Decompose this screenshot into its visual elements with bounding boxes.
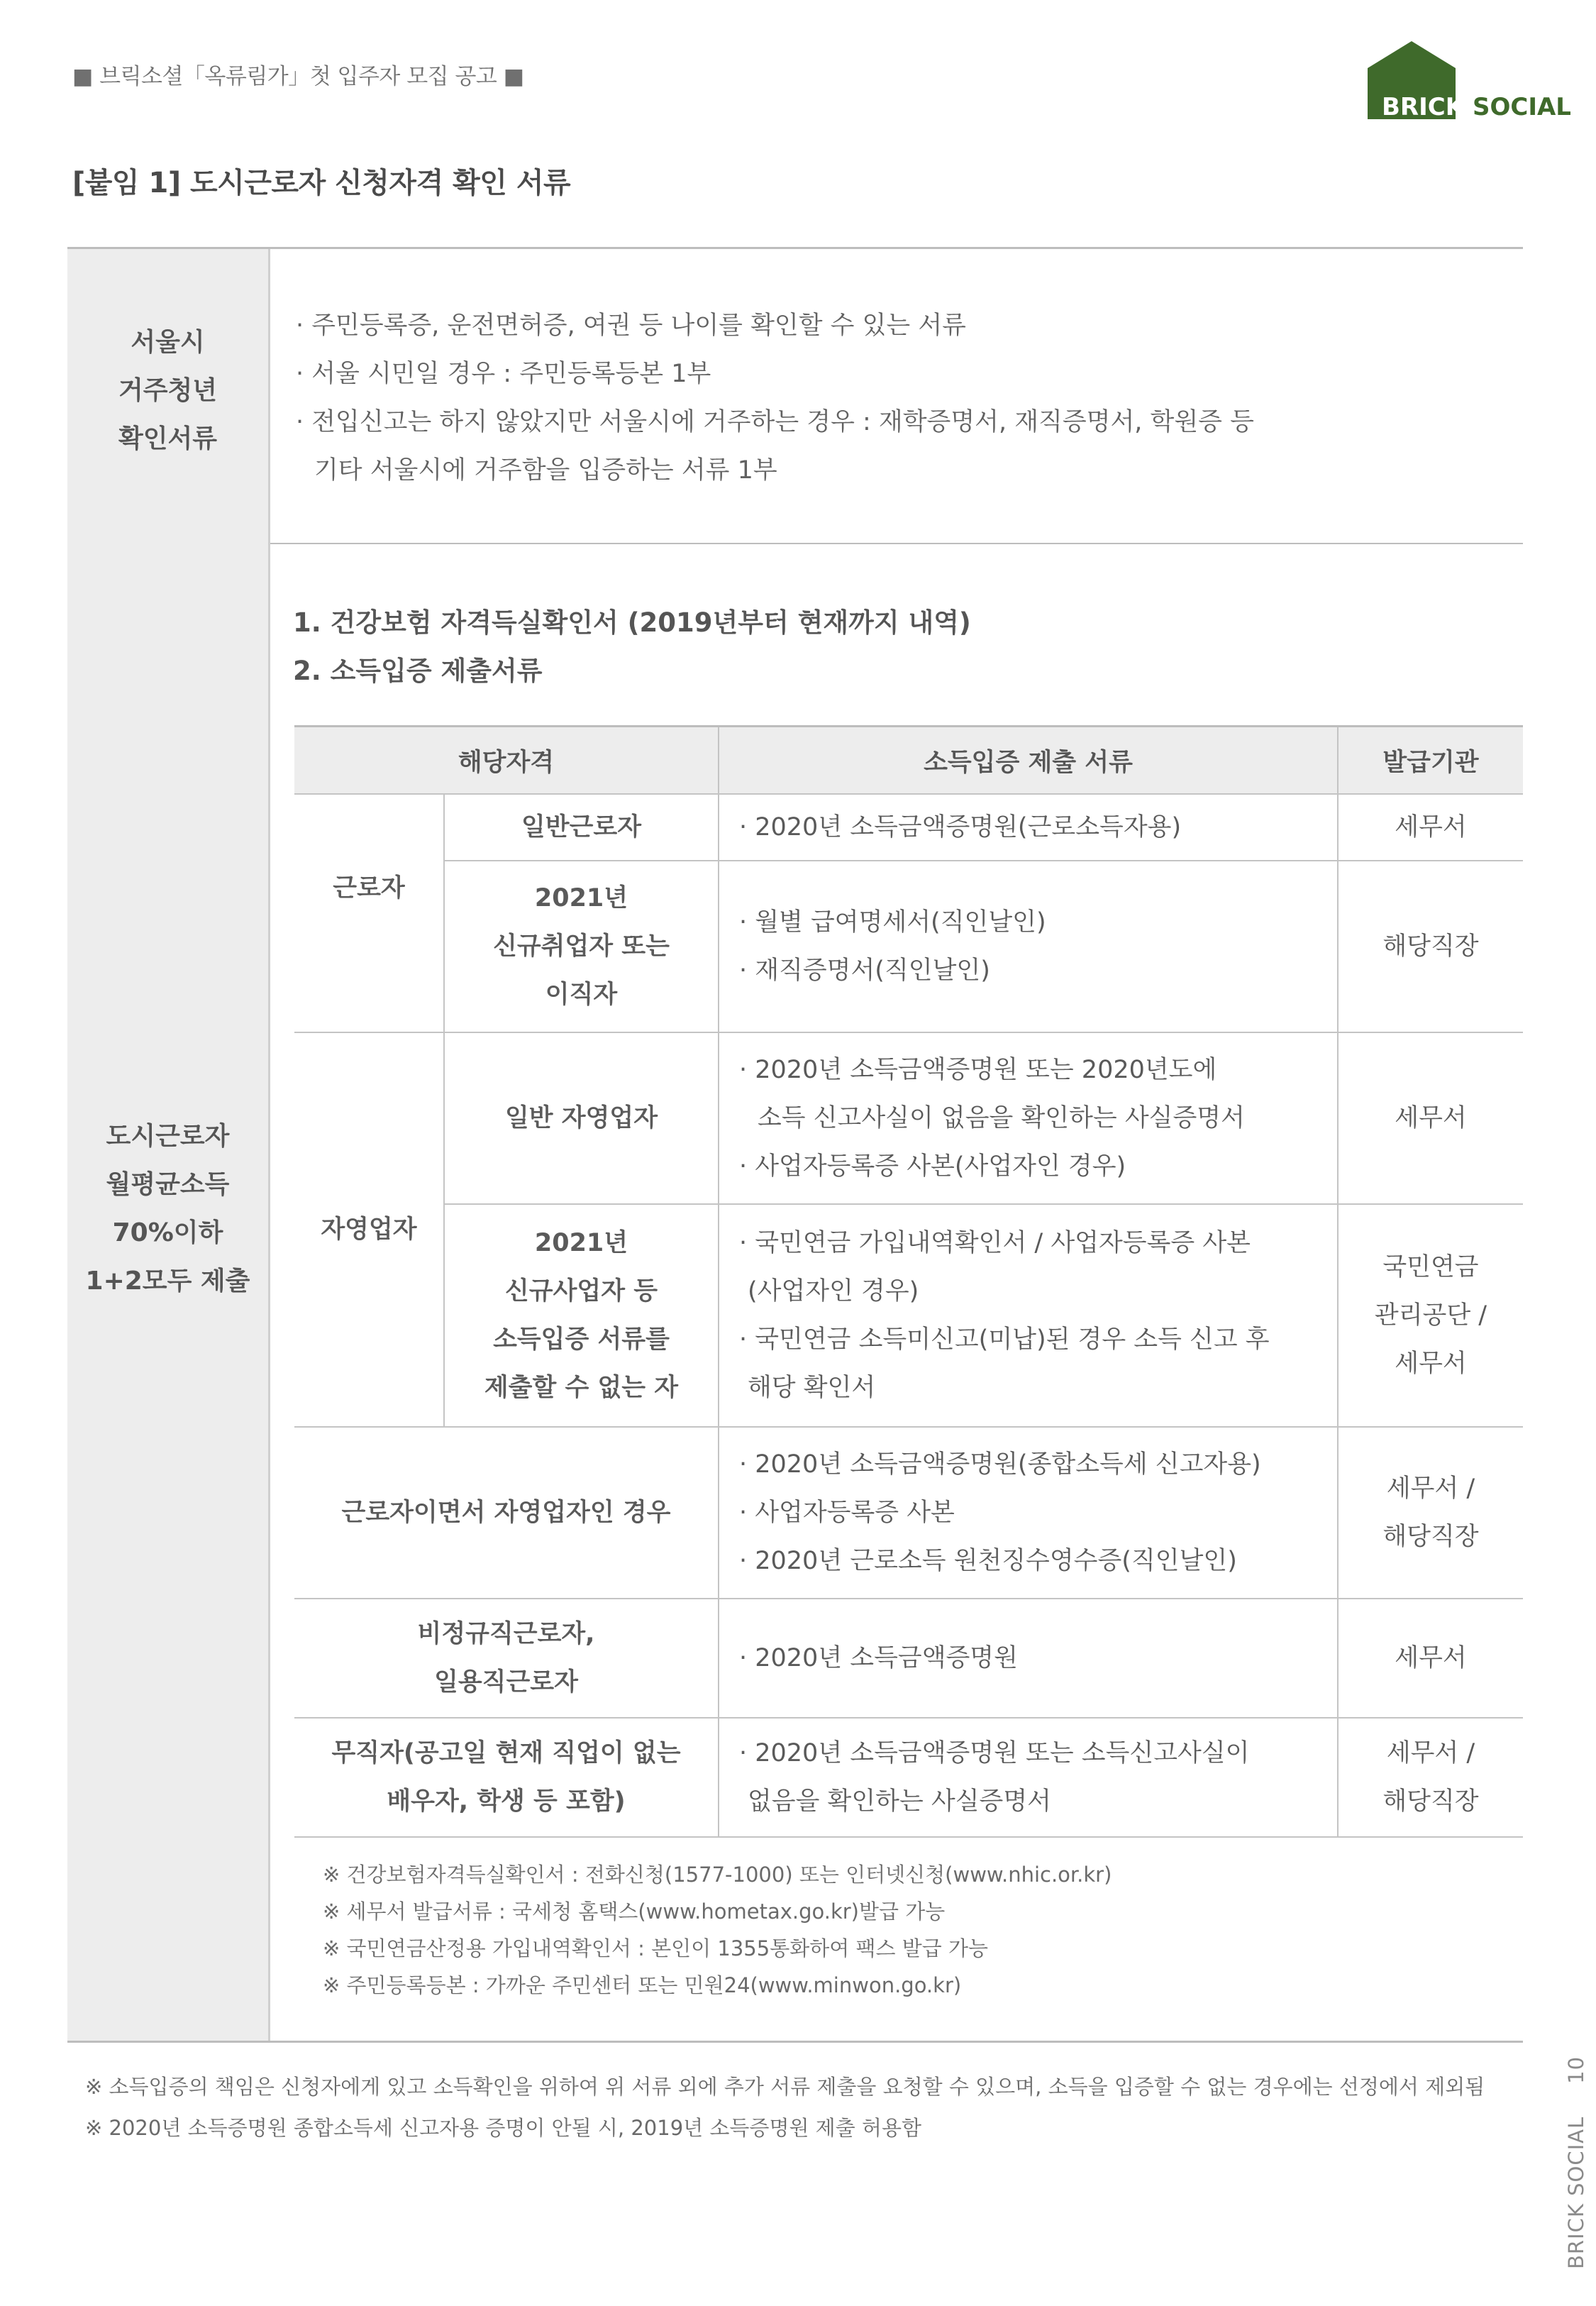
doc-line: · 2020년 소득금액증명원(종합소득세 신고자용) bbox=[739, 1450, 1261, 1479]
issuer-cell bbox=[1338, 1032, 1523, 1204]
doc-cell bbox=[719, 794, 1338, 861]
doc-line: · 2020년 소득금액증명원(근로소득자용) bbox=[739, 813, 1182, 842]
doc-cell bbox=[719, 1204, 1338, 1427]
section-seoul-residence bbox=[67, 247, 1523, 544]
list-item: · 주민등록증, 운전면허증, 여권 등 나이를 확인할 수 있는 서류 bbox=[296, 311, 966, 340]
section2-label-line: 월평균소득 bbox=[106, 1170, 230, 1199]
issuer-cell bbox=[1338, 1599, 1523, 1718]
issuer-cell bbox=[1338, 1204, 1523, 1427]
doc-line: 해당 확인서 bbox=[748, 1374, 876, 1402]
sub-line: 소득입증 서류를 bbox=[493, 1325, 670, 1354]
sub-category: 일반 자영업자 bbox=[444, 1032, 719, 1204]
income-docs-table bbox=[294, 725, 1523, 1838]
column-header: 소득입증 제출 서류 bbox=[719, 727, 1338, 795]
doc-line: · 재직증명서(직인날인) bbox=[739, 956, 990, 985]
sub-line: 제출할 수 없는 자 bbox=[484, 1374, 679, 1402]
sub-line: 일용직근로자 bbox=[434, 1668, 578, 1697]
logo-word-brick: BRICK bbox=[1382, 93, 1465, 121]
issuer-line: 해당직장 bbox=[1382, 932, 1479, 961]
issuer-line: 관리공단 / bbox=[1374, 1301, 1487, 1330]
doc-line: · 2020년 소득금액증명원 또는 소득신고사실이 bbox=[739, 1739, 1250, 1767]
table-header-row bbox=[294, 727, 1523, 795]
section2-label bbox=[67, 541, 270, 2041]
issuer-line: 세무서 bbox=[1395, 1350, 1467, 1378]
sub-line: 배우자, 학생 등 포함) bbox=[387, 1787, 626, 1816]
issuer-line: 국민연금 bbox=[1382, 1253, 1479, 1281]
group-worker: 근로자 bbox=[294, 794, 444, 1032]
page-footer bbox=[1564, 2056, 1588, 2269]
header-title: ■ 브릭소셜「옥류림가」첫 입주자 모집 공고 ■ bbox=[72, 64, 524, 89]
issuer-line: 세무서 / bbox=[1386, 1739, 1475, 1767]
section2-label-line: 1+2모두 제출 bbox=[85, 1267, 250, 1296]
doc-line: · 월별 급여명세서(직인날인) bbox=[739, 908, 1046, 937]
section1-label-line: 확인서류 bbox=[118, 424, 218, 453]
sub-line: 신규취업자 또는 bbox=[493, 932, 670, 961]
doc-line: · 2020년 근로소득 원천징수영수증(직인날인) bbox=[739, 1547, 1237, 1575]
page-number: 10 bbox=[1564, 2056, 1588, 2084]
doc-line: · 2020년 소득금액증명원 또는 2020년도에 bbox=[739, 1056, 1217, 1084]
list-item: 2. 소득입증 제출서류 bbox=[293, 656, 543, 686]
table-row bbox=[294, 1427, 1523, 1599]
table-row bbox=[294, 1718, 1523, 1837]
issuer-line: 해당직장 bbox=[1382, 1523, 1479, 1551]
section2-label-line: 도시근로자 bbox=[106, 1122, 230, 1151]
issuer-cell bbox=[1338, 794, 1523, 861]
note-item: ※ 건강보험자격득실확인서 : 전화신청(1577-1000) 또는 인터넷신청(www.nhic.or.kr) bbox=[323, 1863, 1112, 1887]
doc-cell bbox=[719, 1032, 1338, 1204]
footnote: ※ 소득입증의 책임은 신청자에게 있고 소득확인을 위하여 위 서류 외에 추가 서류 제출을 요청할 수 있으며, 소득을 입증할 수 없는 경우에는 선정에서 제외됨 bbox=[85, 2075, 1485, 2099]
column-header: 발급기관 bbox=[1338, 727, 1523, 795]
issuer-line: 세무서 bbox=[1395, 1104, 1467, 1132]
table-notes bbox=[323, 1856, 1112, 2004]
page-brand: BRICK SOCIAL bbox=[1564, 2116, 1588, 2269]
issuer-line: 해당직장 bbox=[1382, 1787, 1479, 1816]
doc-line: 소득 신고사실이 없음을 확인하는 사실증명서 bbox=[758, 1104, 1245, 1132]
issuer-line: 세무서 / bbox=[1386, 1474, 1475, 1503]
sub-category: 근로자이면서 자영업자인 경우 bbox=[294, 1427, 719, 1599]
issuer-line: 세무서 bbox=[1395, 813, 1467, 842]
doc-cell bbox=[719, 861, 1338, 1032]
doc-line: · 국민연금 가입내역확인서 / 사업자등록증 사본 bbox=[739, 1229, 1251, 1257]
table-row bbox=[294, 794, 1523, 861]
footnote: ※ 2020년 소득증명원 종합소득세 신고자용 증명이 안될 시, 2019년 소득증명원 제출 허용함 bbox=[85, 2116, 921, 2140]
doc-line: · 국민연금 소득미신고(미납)된 경우 소득 신고 후 bbox=[739, 1325, 1270, 1354]
sub-line: 2021년 bbox=[534, 1229, 628, 1257]
list-item: 기타 서울시에 거주함을 입증하는 서류 1부 bbox=[314, 456, 777, 485]
section2-label-line: 70%이하 bbox=[112, 1218, 223, 1247]
section1-label-line: 거주청년 bbox=[118, 376, 218, 405]
note-item: ※ 세무서 발급서류 : 국세청 홈택스(www.hometax.go.kr)발급 가능 bbox=[323, 1899, 946, 1924]
doc-line: · 사업자등록증 사본 bbox=[739, 1499, 955, 1527]
table-row bbox=[294, 1204, 1523, 1427]
doc-line: · 사업자등록증 사본(사업자인 경우) bbox=[739, 1152, 1126, 1181]
list-item: · 서울 시민일 경우 : 주민등록등본 1부 bbox=[296, 360, 711, 388]
list-item: 1. 건강보험 자격득실확인서 (2019년부터 현재까지 내역) bbox=[293, 607, 971, 638]
section1-label bbox=[67, 249, 270, 543]
doc-cell bbox=[719, 1427, 1338, 1599]
note-item: ※ 국민연금산정용 가입내역확인서 : 본인이 1355통화하여 팩스 발급 가능 bbox=[323, 1936, 988, 1960]
table-row bbox=[294, 861, 1523, 1032]
sub-line: 신규사업자 등 bbox=[504, 1277, 658, 1306]
table-row bbox=[294, 1599, 1523, 1718]
table-row bbox=[294, 1032, 1523, 1204]
sub-category: 일반근로자 bbox=[444, 794, 719, 861]
section1-items bbox=[296, 302, 1254, 495]
footnotes bbox=[85, 2066, 1485, 2148]
doc-title: [붙임 1] 도시근로자 신청자격 확인 서류 bbox=[72, 167, 571, 199]
issuer-cell bbox=[1338, 1427, 1523, 1599]
issuer-cell bbox=[1338, 861, 1523, 1032]
doc-cell bbox=[719, 1718, 1338, 1837]
brick-social-logo bbox=[1361, 41, 1573, 125]
issuer-line: 세무서 bbox=[1395, 1644, 1467, 1672]
sub-category bbox=[444, 861, 719, 1032]
list-item: · 전입신고는 하지 않았지만 서울시에 거주하는 경우 : 재학증명서, 재직증명서, 학원증 등 bbox=[296, 408, 1254, 436]
logo-word-social: SOCIAL bbox=[1473, 93, 1571, 121]
sub-category bbox=[444, 1204, 719, 1427]
column-header: 해당자격 bbox=[294, 727, 719, 795]
doc-line: (사업자인 경우) bbox=[748, 1277, 919, 1306]
doc-line: · 2020년 소득금액증명원 bbox=[739, 1644, 1018, 1672]
issuer-cell bbox=[1338, 1718, 1523, 1837]
sub-line: 이직자 bbox=[545, 981, 618, 1009]
note-item: ※ 주민등록등본 : 가까운 주민센터 또는 민원24(www.minwon.go.kr) bbox=[323, 1973, 962, 1997]
group-self-employed: 자영업자 bbox=[294, 1032, 444, 1427]
sub-line: 비정규직근로자, bbox=[417, 1620, 595, 1648]
sub-category bbox=[294, 1718, 719, 1837]
required-docs-list bbox=[293, 599, 971, 695]
doc-line: 없음을 확인하는 사실증명서 bbox=[748, 1787, 1051, 1816]
doc-cell bbox=[719, 1599, 1338, 1718]
section-income bbox=[67, 541, 1523, 2043]
sub-line: 무직자(공고일 현재 직업이 없는 bbox=[331, 1739, 681, 1767]
sub-line: 2021년 bbox=[534, 884, 628, 912]
section1-label-line: 서울시 bbox=[131, 328, 205, 357]
sub-category bbox=[294, 1599, 719, 1718]
